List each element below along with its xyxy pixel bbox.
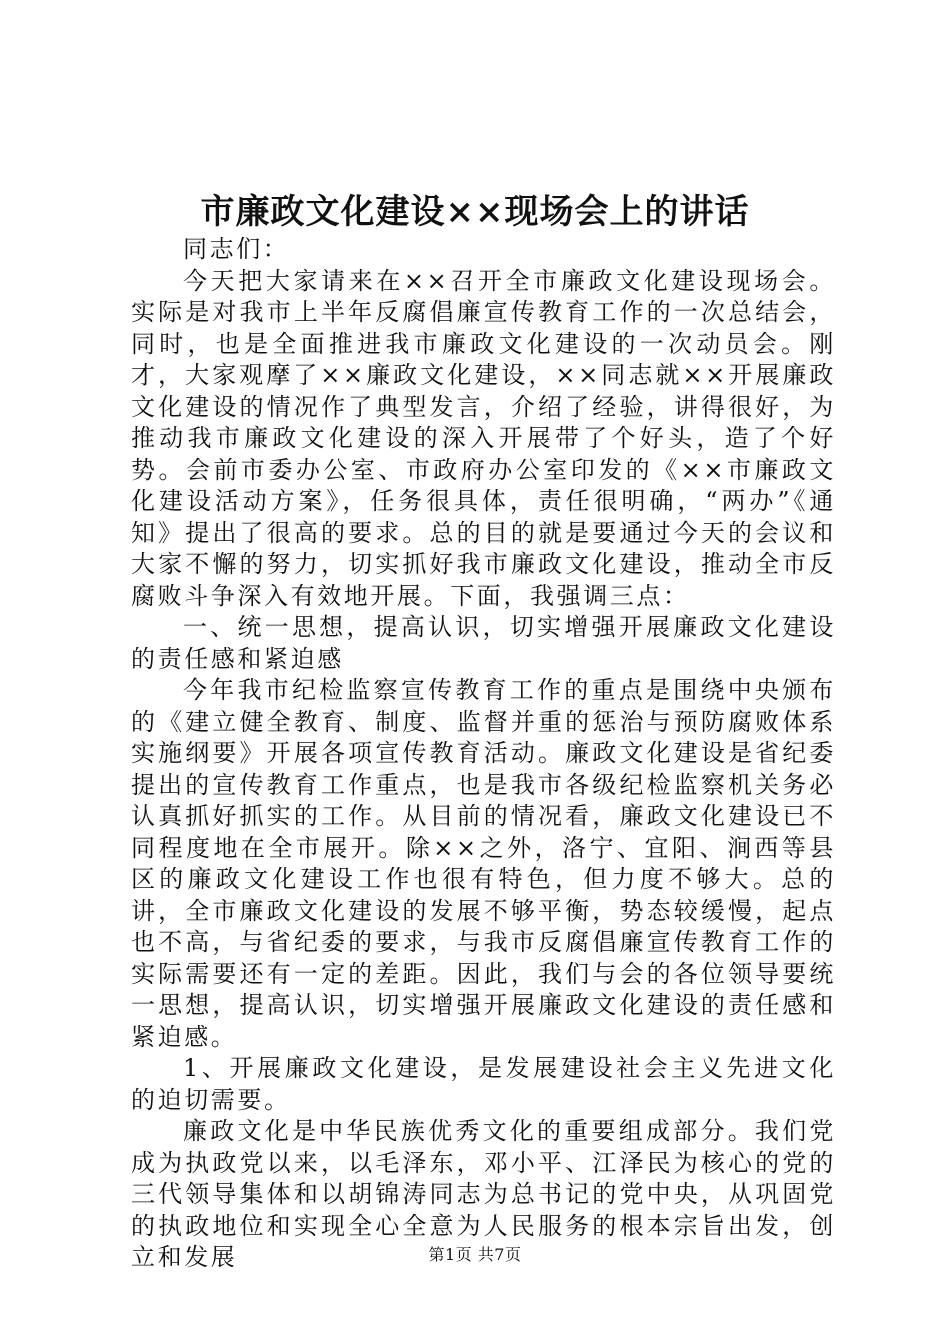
subheading-1: 1、开展廉政文化建设，是发展建设社会主义先进文化的迫切需要。 — [131, 1054, 836, 1114]
section-heading-1: 一、统一思想，提高认识，切实增强开展廉政文化建设的责任感和紧迫感 — [131, 613, 836, 673]
document-body — [131, 234, 836, 1274]
document-title: 市廉政文化建设××现场会上的讲话 — [200, 192, 750, 232]
salutation: 同志们： — [183, 235, 290, 263]
paragraph-subsection-1: 廉政文化是中华民族优秀文化的重要组成部分。我们党成为执政党以来，以毛泽东，邓小平、江泽民为核心的党的三代领导集体和以胡锦涛同志为总书记的党中央，从巩固党的执政地位和实现全心全意为人民服务的根本宗旨出发，创立和发展 — [131, 1117, 836, 1271]
paragraph-section-1: 今年我市纪检监察宣传教育工作的重点是围绕中央颁布的《建立健全教育、制度、监督并重的惩治与预防腐败体系实施纲要》开展各项宣传教育活动。廉政文化建设是省纪委提出的宣传教育工作重点，也是我市各级纪检监察机关务必认真抓好抓实的工作。从目前的情况看，廉政文化建设已不同程度地在全市展开。除××之外，洛宁、宜阳、涧西等县区的廉政文化建设工作也很有特色，但力度不够大。总的讲，全市廉政文化建设的发展不够平衡，势态较缓慢，起点也不高，与省纪委的要求，与我市反腐倡廉宣传教育工作的实际需要还有一定的差距。因此，我们与会的各位领导要统一思想，提高认识，切实增强开展廉政文化建设的责任感和紧迫感。 — [131, 676, 836, 1051]
page-footer: 第1页 共7页 — [428, 1245, 522, 1264]
paragraph-intro: 今天把大家请来在××召开全市廉政文化建设现场会。实际是对我市上半年反腐倡廉宣传教育工作的一次总结会，同时，也是全面推进我市廉政文化建设的一次动员会。刚才，大家观摩了××廉政文化建设，××同志就××开展廉政文化建设的情况作了典型发言，介绍了经验，讲得很好，为推动我市廉政文化建设的深入开展带了个好头，造了个好势。会前市委办公室、市政府办公室印发的《××市廉政文化建设活动方案》，任务很具体，责任很明确，“两办”《通知》提出了很高的要求。总的目的就是要通过今天的会议和大家不懈的努力，切实抓好我市廉政文化建设，推动全市反腐败斗争深入有效地开展。下面，我强调三点： — [131, 266, 836, 610]
